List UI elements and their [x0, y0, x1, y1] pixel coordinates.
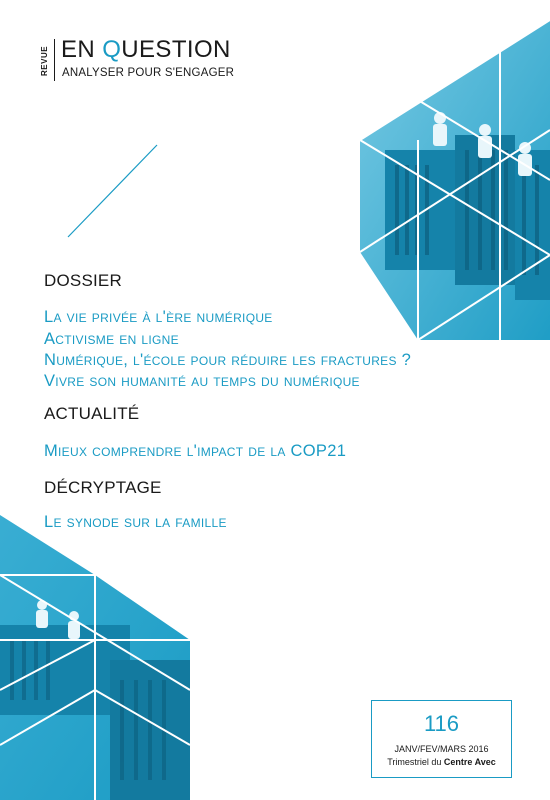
magazine-subtitle: ANALYSER POUR S'ENGAGER [62, 67, 235, 79]
section-heading-dossier: DOSSIER [44, 271, 122, 290]
article-title: Le synode sur la famille [44, 513, 227, 531]
publisher-name: Centre Avec [443, 757, 496, 767]
article-title: Mieux comprendre l'impact de la COP21 [44, 442, 347, 460]
article-title: La vie privée à l'ère numérique [44, 308, 273, 326]
title-part-2: UESTION [121, 36, 231, 63]
section-heading-actualite: ACTUALITÉ [44, 404, 140, 423]
issue-number: 116 [423, 711, 460, 736]
masthead-revue-label: REVUE [40, 45, 49, 77]
issue-info-box [371, 700, 512, 778]
title-accent-letter: Q [102, 36, 122, 63]
article-title: Vivre son humanité au temps du numérique [44, 372, 360, 390]
publisher-prefix: Trimestriel du [387, 757, 444, 767]
section-heading-decryptage: DÉCRYPTAGE [44, 478, 162, 497]
article-title: Activisme en ligne [44, 330, 179, 348]
issue-date: JANV/FEV/MARS 2016 [394, 744, 489, 754]
issue-publisher [372, 757, 511, 767]
article-title: Numérique, l'école pour réduire les fractures ? [44, 351, 412, 369]
title-part-1: EN [61, 36, 103, 63]
